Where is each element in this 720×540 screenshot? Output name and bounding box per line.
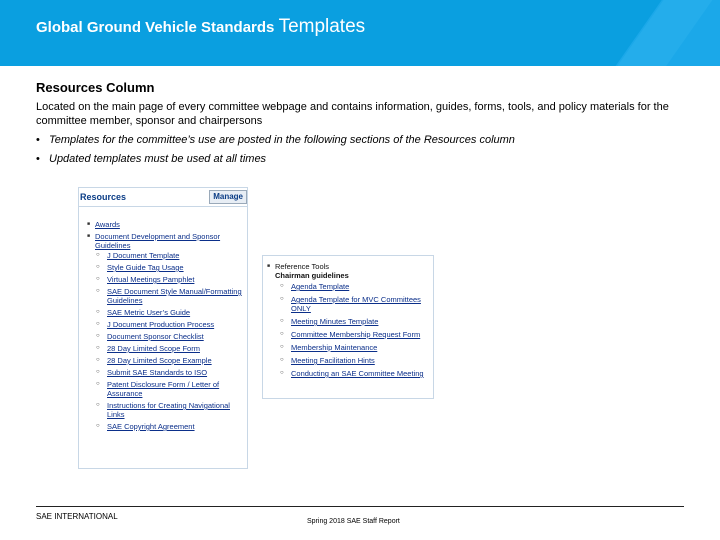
- list-item-awards: [87, 220, 244, 229]
- reference-tools-label: Reference Tools: [275, 262, 330, 271]
- manage-button[interactable]: Manage: [209, 190, 247, 204]
- resource-link[interactable]: 28 Day Limited Scope Example: [107, 356, 212, 365]
- reference-link[interactable]: Agenda Template: [291, 282, 350, 291]
- resource-link[interactable]: Document Sponsor Checklist: [107, 332, 204, 341]
- section-heading: Resources Column: [36, 80, 155, 95]
- list-item-reference-tools: [267, 262, 430, 271]
- reference-link[interactable]: Membership Maintenance: [291, 343, 378, 352]
- resources-list: [79, 207, 247, 431]
- header-band: [0, 0, 720, 66]
- page-title: [36, 16, 365, 38]
- resource-link[interactable]: SAE Metric User’s Guide: [107, 308, 191, 317]
- section-bullets: [36, 133, 676, 171]
- page-title-templates: Templates: [278, 16, 366, 37]
- list-item: [96, 401, 244, 419]
- footer-brand: SAE INTERNATIONAL: [36, 512, 118, 521]
- doc-dev-link[interactable]: Document Development and Sponsor Guidelines: [95, 232, 221, 250]
- list-item: [280, 317, 430, 326]
- list-item: [96, 380, 244, 398]
- list-item: [96, 263, 244, 272]
- reference-link[interactable]: Meeting Minutes Template: [291, 317, 379, 326]
- resource-link[interactable]: 28 Day Limited Scope Form: [107, 344, 200, 353]
- list-item: [96, 356, 244, 365]
- list-item: [280, 369, 430, 378]
- bullet-item: • Templates for the committee’s use are posted in the following sections of the Resources column: [36, 133, 676, 147]
- bullet-item: • Updated templates must be used at all times: [36, 152, 676, 166]
- list-item: [280, 282, 430, 291]
- section-description: Located on the main page of every committee webpage and contains information, guides, forms, tools, and policy materials for the committee member, sponsor and chairpersons: [36, 101, 669, 127]
- list-item: [96, 275, 244, 284]
- list-item-chairman: [267, 271, 430, 280]
- resource-link[interactable]: J Document Template: [107, 251, 180, 260]
- resources-panel-title: Resources: [80, 192, 127, 202]
- resource-link[interactable]: Patent Disclosure Form / Letter of Assurance: [107, 380, 220, 398]
- footer-report: Spring 2018 SAE Staff Report: [307, 518, 400, 525]
- resource-link[interactable]: Virtual Meetings Pamphlet: [107, 275, 195, 284]
- reference-link[interactable]: Meeting Facilitation Hints: [291, 356, 375, 365]
- chairman-guidelines-label: Chairman guidelines: [275, 271, 349, 280]
- list-item: [96, 422, 244, 431]
- list-item: [96, 251, 244, 260]
- list-item: [96, 368, 244, 377]
- list-item: [280, 356, 430, 365]
- page-title-main: Global Ground Vehicle Standards: [36, 19, 275, 36]
- resource-link[interactable]: SAE Document Style Manual/Formatting Guidelines: [107, 287, 242, 305]
- resources-panel-header: [79, 188, 247, 207]
- reference-link[interactable]: Agenda Template for MVC Committees ONLY: [291, 295, 421, 313]
- reference-list: [263, 256, 433, 378]
- reference-tools-panel: [262, 255, 434, 399]
- awards-link[interactable]: Awards: [95, 220, 120, 229]
- list-item: [280, 330, 430, 339]
- list-item-doc-dev: [87, 232, 244, 250]
- resource-link[interactable]: J Document Production Process: [107, 320, 215, 329]
- list-item: [280, 343, 430, 352]
- resources-panel: [78, 187, 248, 469]
- list-item: [280, 295, 430, 313]
- resource-link[interactable]: Style Guide Tag Usage: [107, 263, 184, 272]
- reference-link[interactable]: Conducting an SAE Committee Meeting: [291, 369, 424, 378]
- resource-link[interactable]: Instructions for Creating Navigational Links: [107, 401, 230, 419]
- resource-link[interactable]: Submit SAE Standards to ISO: [107, 368, 208, 377]
- resource-link[interactable]: SAE Copyright Agreement: [107, 422, 195, 431]
- list-item: [96, 320, 244, 329]
- list-item: [96, 344, 244, 353]
- reference-link[interactable]: Committee Membership Request Form: [291, 330, 421, 339]
- list-item: [96, 308, 244, 317]
- list-item: [96, 287, 244, 305]
- list-item: [96, 332, 244, 341]
- footer-divider: [36, 506, 684, 507]
